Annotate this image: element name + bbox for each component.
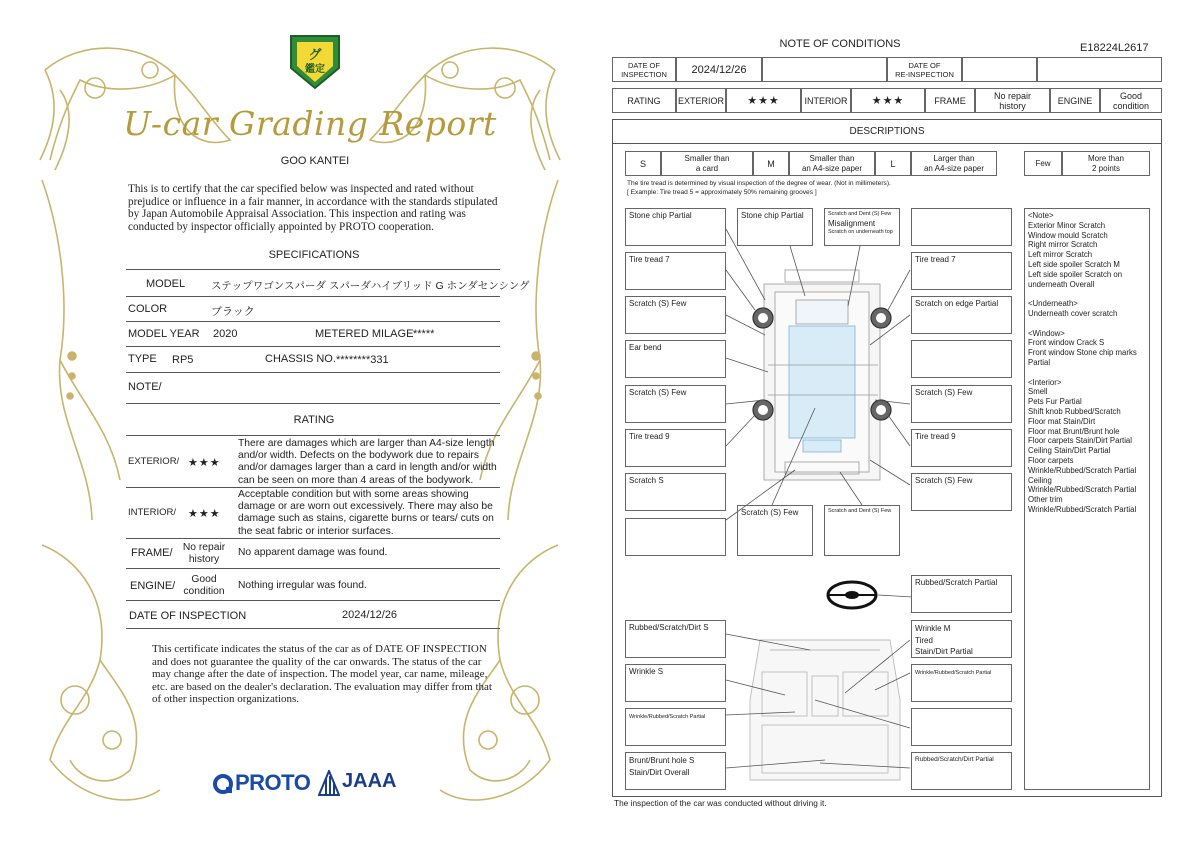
exterior-stars: ★★★: [726, 88, 801, 113]
exterior-label: EXTERIOR/: [128, 456, 180, 467]
interior-stars: ★★★: [188, 508, 221, 520]
legend-m: M: [753, 151, 789, 176]
interior-label: INTERIOR/: [128, 507, 177, 518]
legend-line: an A4-size paper: [923, 163, 985, 173]
callout-empty: [911, 708, 1012, 746]
svg-text:グ: グ: [308, 48, 322, 63]
callout-rear-seat: Rubbed/Scratch/Dirt Partial: [911, 752, 1012, 790]
frame-description: No apparent damage was found.: [238, 547, 388, 558]
legend-line: Larger than: [933, 153, 975, 163]
date-of-inspection-label: DATE OF INSPECTION: [129, 610, 247, 622]
callout-ceiling: Rubbed/Scratch/Dirt S: [625, 620, 726, 658]
engine-value-line1: Good: [191, 574, 217, 585]
tire-note: The tire tread is determined by visual inspection of the degree of wear. (Not in millimeters).: [627, 180, 891, 187]
callout-empty: [625, 518, 726, 556]
callout-line: Brunt/Brunt hole S: [629, 756, 695, 765]
legend-line: Smaller than: [684, 153, 730, 163]
callout-door-trim: Wrinkle/Rubbed/Scratch Partial: [911, 664, 1012, 702]
proto-logo: PROTO: [235, 770, 311, 795]
label-line: INSPECTION: [621, 69, 667, 79]
divider: [126, 296, 500, 297]
engine-label: ENGINE/: [130, 580, 176, 592]
color-label: COLOR: [128, 303, 168, 315]
callout-hood: [824, 208, 900, 246]
proto-logo-icon: [212, 773, 234, 795]
note-title: NOTE OF CONDITIONS: [779, 38, 901, 50]
engine-description: Nothing irregular was found.: [238, 580, 367, 591]
frame-value: [178, 542, 230, 566]
callout-left-door-front: Ear bend: [625, 340, 726, 378]
callout-rear-bumper: Scratch (S) Few: [737, 505, 813, 556]
callout-line: Wrinkle M: [915, 624, 951, 633]
type-label: TYPE: [128, 353, 157, 365]
legend-line: an A4-size paper: [801, 163, 863, 173]
interior-stars: ★★★: [851, 88, 925, 113]
callout-front-bumper: Stone chip Partial: [737, 208, 813, 246]
callout-back-door: Scratch and Dent (S) Few: [824, 505, 900, 556]
callout-passenger-seat: Wrinkle S: [625, 664, 726, 702]
certificate-footer: This certificate indicates the status of the car as of DATE OF INSPECTION and does not guarantee the quality of the car onwards. The status of the car may change after the date of inspection. The model year, car name, mileage, etc. are based on the dealer's declaration. The evaluation may differ from that of other inspection organizations.: [152, 643, 492, 706]
label-line: DATE OF: [908, 60, 941, 70]
label-line: RE-INSPECTION: [895, 69, 954, 79]
frame-label: FRAME/: [131, 547, 173, 559]
callout-steering-wheel: Rubbed/Scratch Partial: [911, 575, 1012, 613]
divider: [126, 538, 500, 539]
label-line: DATE OF: [628, 60, 660, 70]
certificate-title: U-car Grading Report: [123, 104, 497, 143]
model-year-value: 2020: [213, 328, 238, 340]
chassis-label: CHASSIS NO.: [265, 353, 336, 365]
callout-line: Stain/Dirt Partial: [915, 647, 973, 656]
note-label: NOTE/: [128, 381, 162, 393]
divider: [126, 568, 500, 569]
callout-tire-front-right: Tire tread 7: [911, 252, 1012, 290]
callout-driver-seat: [911, 620, 1012, 658]
tire-note-example: [ Example: Tire tread 5 = approximately 50% remaining grooves ]: [627, 189, 817, 196]
callout-floor-mat: [625, 752, 726, 790]
callout-left-quarter: Scratch S: [625, 473, 726, 511]
rating-label: RATING: [612, 88, 676, 113]
callout-floor-left: Wrinkle/Rubbed/Scratch Partial: [625, 708, 726, 746]
callout-line: Tired: [915, 635, 933, 645]
date-of-inspection-value: 2024/12/26: [342, 609, 398, 621]
legend-line: 2 points: [1091, 163, 1121, 173]
legend-line: a card: [695, 163, 719, 173]
callout-line: Stain/Dirt Overall: [629, 768, 690, 777]
type-value: RP5: [172, 354, 194, 366]
engine-value-line2: condition: [183, 586, 225, 597]
callout-empty: [911, 208, 1012, 246]
value-line: condition: [1112, 100, 1150, 111]
callout-right-fender: Scratch on edge Partial: [911, 296, 1012, 334]
color-value: ブラック: [211, 306, 255, 318]
rating-heading: RATING: [293, 414, 335, 426]
divider: [126, 600, 500, 601]
legend-l: L: [875, 151, 911, 176]
divider: [126, 346, 500, 347]
exterior-label: EXTERIOR: [676, 88, 726, 113]
certificate-subtitle: GOO KANTEI: [280, 155, 350, 167]
exterior-stars: ★★★: [188, 457, 221, 469]
callout-line: Scratch and Dent (S) Few: [828, 211, 892, 217]
callout-front-left: Stone chip Partial: [625, 208, 726, 246]
callout-left-fender: Scratch (S) Few: [625, 296, 726, 334]
legend-s: S: [625, 151, 661, 176]
frame-value-line1: No repair: [182, 542, 226, 553]
descriptions-heading: DESCRIPTIONS: [612, 119, 1162, 144]
interior-description: Acceptable condition but with some areas showing damage or are worn out excessively. There may also be damage such as stains, cigarette burns or tears/ cuts on the seat fabric or interior surfaces.: [238, 489, 494, 537]
divider: [126, 487, 500, 488]
engine-label: ENGINE: [1050, 88, 1100, 113]
value-line: history: [999, 100, 1026, 111]
model-label: MODEL: [146, 278, 186, 290]
callout-tire-rear-left: Tire tread 9: [625, 429, 726, 467]
exterior-description: There are damages which are larger than A4-size length and/or width. Defects on the bodywork due to repairs and/or damages larger than a card in length and/or width can be seen on more than 4 areas of the bodywork.: [238, 438, 497, 486]
note-of-conditions: [600, 0, 1200, 848]
jaaa-logo: JAAA: [342, 770, 397, 792]
steering-wheel-icon: [828, 582, 876, 608]
specifications-heading: SPECIFICATIONS: [268, 249, 360, 261]
model-year-label: MODEL YEAR: [128, 328, 200, 340]
interior-label: INTERIOR: [801, 88, 851, 113]
date-of-inspection-value: 2024/12/26: [676, 57, 762, 82]
divider: [126, 321, 500, 322]
divider: [126, 372, 500, 373]
mileage-label: METERED MILAGE: [315, 328, 414, 340]
frame-value-line2: history: [188, 554, 220, 565]
callout-right-quarter: Scratch (S) Few: [911, 473, 1012, 511]
callout-left-door-rear: Scratch (S) Few: [625, 385, 726, 423]
callout-right-door-rear: Scratch (S) Few: [911, 385, 1012, 423]
value-line: No repair: [993, 90, 1031, 101]
chassis-value: ********331: [336, 354, 389, 366]
notes-panel: <Note> Exterior Minor Scratch Window mould Scratch Right mirror Scratch Left mirror Scratch Left side spoiler Scratch M Left side spoiler Scratch on underneath Overall <Underneath> Underneath cover scratch <Window> Front window Crack S Front window Stone chip marks Partial <Interior> Smell Pets Fur Partial Shift knob Rubbed/Scratch Floor mat Stain/Dirt Floor mat Brunt/Brunt hole Floor carpets Stain/Dirt Partial Ceiling Stain/Dirt Partial Floor carpets Wrinkle/Rubbed/Scratch Partial Ceiling Wrinkle/Rubbed/Scratch Partial Other trim Wrinkle/Rubbed/Scratch Partial: [1024, 208, 1150, 790]
goo-kantei-badge-icon: [287, 32, 343, 92]
divider: [126, 403, 500, 404]
legend-line: Smaller than: [809, 153, 855, 163]
callout-tire-front-left: Tire tread 7: [625, 252, 726, 290]
jaaa-logo-icon: [318, 770, 340, 796]
value-line: Good: [1119, 90, 1143, 101]
legend-line: More than: [1087, 153, 1125, 163]
divider: [126, 628, 500, 629]
divider: [126, 435, 500, 436]
callout-line: Misalignment: [828, 219, 876, 228]
callout-line: Scratch on underneath top: [828, 229, 893, 235]
legend-few: Few: [1024, 151, 1062, 176]
report-code: E18224L2617: [1080, 42, 1149, 54]
divider: [126, 269, 500, 270]
mileage-value: *****: [413, 328, 435, 340]
model-value: ステップワゴンスパーダ スパーダハイブリッド G ホンダセンシング: [211, 280, 530, 292]
frame-label: FRAME: [925, 88, 975, 113]
callout-empty: [911, 340, 1012, 378]
note-footer: The inspection of the car was conducted without driving it.: [614, 798, 827, 808]
certificate-intro: This is to certify that the car specified below was inspected and rated without prejudice or influence in a fair manner, in accordance with the standards stipulated by Japan Automobile Appraisal Association. This inspection and rating was conducted by inspector officially appointed by PROTO cooperation.: [128, 183, 498, 233]
engine-value: [178, 574, 230, 598]
badge-label: 鑑定: [305, 64, 325, 75]
callout-tire-rear-right: Tire tread 9: [911, 429, 1012, 467]
